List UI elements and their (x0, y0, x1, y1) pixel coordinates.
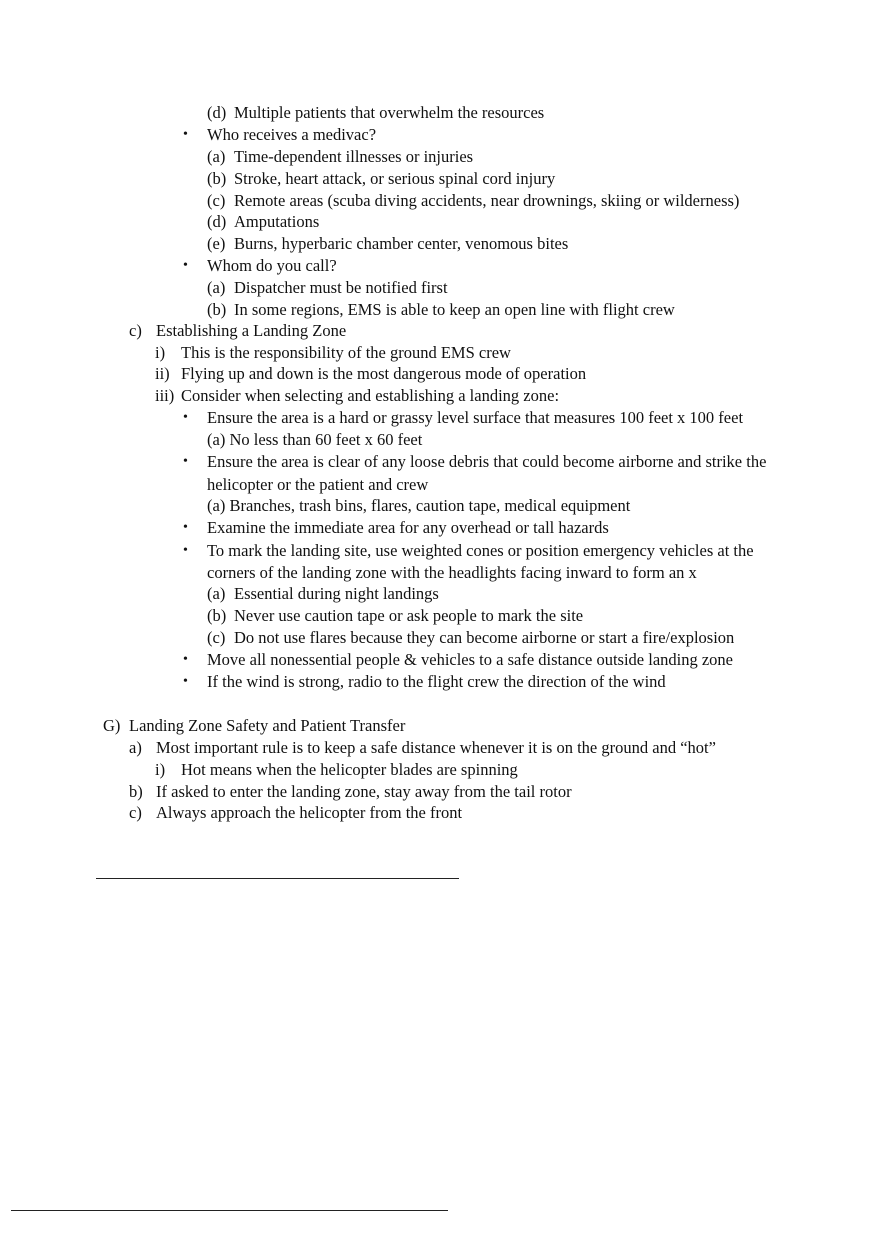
item-text: Do not use flares because they can become airborne or start a fire/explosion (234, 628, 735, 647)
bullet-text: To mark the landing site, use weighted cones or position emergency vehicles at the (207, 541, 754, 560)
item-marker: iii) (155, 386, 175, 405)
item-marker: a) (129, 738, 142, 757)
bullet-question (183, 256, 337, 276)
item-marker: (a) (207, 584, 226, 603)
item-marker: (c) (207, 191, 226, 210)
bullet-text-continued: corners of the landing zone with the headlights facing inward to form an x (207, 563, 697, 582)
footer-rule (11, 1210, 448, 1211)
item-marker: c) (129, 803, 142, 822)
section-heading (129, 321, 346, 341)
bullet-item (183, 518, 609, 538)
item-marker: (a) (207, 278, 226, 297)
item-marker: (e) (207, 234, 226, 253)
list-item (129, 803, 462, 823)
item-text: Never use caution tape or ask people to mark the site (234, 606, 584, 625)
section-marker: c) (129, 321, 142, 340)
list-item (207, 628, 734, 648)
horizontal-rule (96, 878, 459, 879)
bullet-question (183, 125, 376, 145)
bullet-item (183, 541, 754, 561)
bullet-text: Move all nonessential people & vehicles to a safe distance outside landing zone (207, 650, 734, 669)
bullet-text: If the wind is strong, radio to the flight crew the direction of the wind (207, 672, 666, 691)
bullet-icon: • (183, 543, 188, 558)
item-marker: (b) (207, 606, 227, 625)
item-text: Most important rule is to keep a safe distance whenever it is on the ground and “hot” (156, 738, 716, 757)
list-item (207, 606, 583, 626)
section-title: Establishing a Landing Zone (156, 321, 347, 340)
item-text: Consider when selecting and establishing a landing zone: (181, 386, 560, 405)
list-item (207, 234, 568, 254)
list-item (155, 343, 511, 363)
item-marker: (d) (207, 212, 227, 231)
bullet-text: Ensure the area is a hard or grassy level surface that measures 100 feet x 100 feet (207, 408, 744, 427)
bullet-icon: • (183, 410, 188, 425)
list-item (207, 191, 739, 211)
bullet-text-continued: helicopter or the patient and crew (207, 475, 429, 494)
item-marker: (c) (207, 628, 226, 647)
list-item (129, 782, 572, 802)
item-marker: b) (129, 782, 143, 801)
item-text: Flying up and down is the most dangerous mode of operation (181, 364, 587, 383)
item-text: Multiple patients that overwhelm the resources (234, 103, 545, 122)
item-marker: (b) (207, 300, 227, 319)
bullet-item (183, 408, 743, 428)
bullet-item (183, 650, 733, 670)
item-text: This is the responsibility of the ground EMS crew (181, 343, 511, 362)
item-marker: (d) (207, 103, 227, 122)
list-item (207, 212, 319, 232)
item-text: Stroke, heart attack, or serious spinal cord injury (234, 169, 556, 188)
bullet-item (183, 672, 666, 692)
item-text: Dispatcher must be notified first (234, 278, 448, 297)
bullet-icon: • (183, 454, 188, 469)
item-text: Always approach the helicopter from the front (156, 803, 463, 822)
item-text: Essential during night landings (234, 584, 439, 603)
item-marker: i) (155, 343, 166, 362)
list-item (207, 278, 448, 298)
bullet-icon: • (183, 127, 188, 142)
list-item (207, 300, 675, 320)
section-marker: G) (103, 716, 121, 735)
section-title: Landing Zone Safety and Patient Transfer (129, 716, 406, 735)
item-text: If asked to enter the landing zone, stay away from the tail rotor (156, 782, 572, 801)
item-marker: (a) (207, 147, 226, 166)
list-item (207, 103, 544, 123)
list-item (207, 584, 439, 604)
bullet-icon: • (183, 258, 188, 273)
bullet-icon: • (183, 652, 188, 667)
list-item (207, 169, 555, 189)
item-text: Burns, hyperbaric chamber center, venomous bites (234, 234, 569, 253)
sub-item: (a) No less than 60 feet x 60 feet (207, 430, 423, 449)
item-text: Amputations (234, 212, 320, 231)
item-text: In some regions, EMS is able to keep an open line with flight crew (234, 300, 675, 319)
bullet-item (183, 452, 766, 472)
item-marker: (b) (207, 169, 227, 188)
item-text: Remote areas (scuba diving accidents, near drownings, skiing or wilderness) (234, 191, 740, 210)
bullet-text: Examine the immediate area for any overhead or tall hazards (207, 518, 609, 537)
question-text: Whom do you call? (207, 256, 337, 275)
list-item (155, 386, 559, 406)
item-marker: ii) (155, 364, 170, 383)
bullet-icon: • (183, 674, 188, 689)
sub-item: (a) Branches, trash bins, flares, caution tape, medical equipment (207, 496, 631, 515)
item-marker: i) (155, 760, 166, 779)
item-text: Time-dependent illnesses or injuries (234, 147, 474, 166)
list-item (207, 147, 473, 167)
list-item (129, 738, 716, 758)
item-text: Hot means when the helicopter blades are spinning (181, 760, 518, 779)
bullet-text: Ensure the area is clear of any loose debris that could become airborne and strike the (207, 452, 767, 471)
section-heading (103, 716, 405, 736)
list-item (155, 364, 586, 384)
question-text: Who receives a medivac? (207, 125, 377, 144)
list-item (155, 760, 518, 780)
bullet-icon: • (183, 520, 188, 535)
